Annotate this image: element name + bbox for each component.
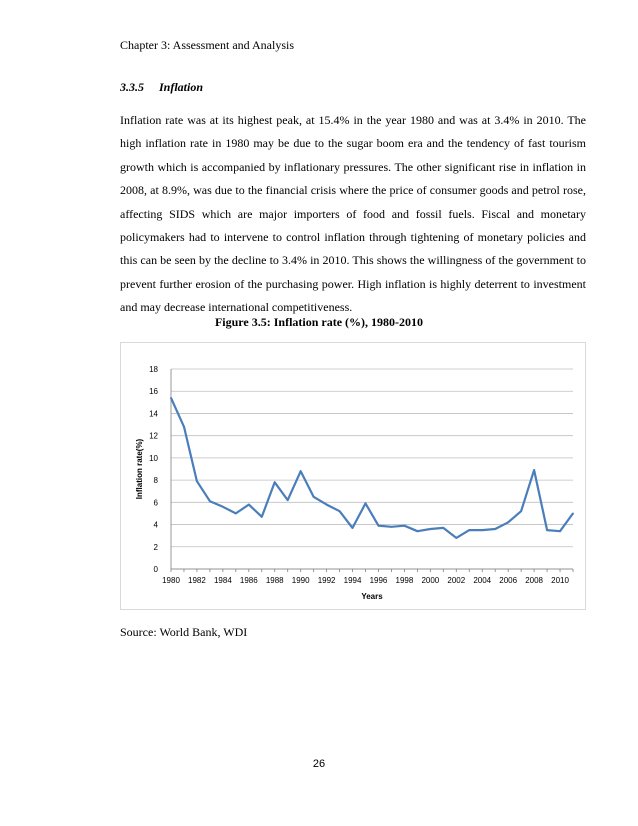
data-point (391, 526, 393, 528)
data-point (326, 504, 328, 506)
x-tick-label: 2006 (499, 576, 518, 585)
data-point (339, 510, 341, 512)
data-point (429, 528, 431, 530)
data-point (378, 525, 380, 527)
x-tick-label: 1994 (343, 576, 362, 585)
data-point (274, 481, 276, 483)
y-tick-label: 14 (149, 409, 158, 419)
data-point (404, 525, 406, 527)
section-heading (120, 80, 203, 95)
data-point (455, 537, 457, 539)
data-point (572, 513, 574, 515)
data-point (313, 496, 315, 498)
data-point (300, 470, 302, 472)
y-axis-title: Inflation rate(%) (135, 438, 144, 500)
body-paragraph: Inflation rate was at its highest peak, at 15.4% in the year 1980 and was at 3.4% in 2010. The high inflation rate in 1980 may be due to the sugar boom era and the tendency of fast tourism growth which is accompanied by inflationary pressures. The other significant rise in inflation in 2008, at 8.9%, was due to the financial crisis where the price of consumer goods and petrol rose, affecting SIDS which are major importers of food and fossil fuels. Fiscal and monetary policymakers had to intervene to control inflation through tightening of monetary policies and this can be seen by the decline to 3.4% in 2010. This shows the willingness of the government to prevent further erosion of the purchasing power. High inflation is highly deterrent to investment and may decrease international competitiveness. (120, 113, 586, 315)
data-point (468, 529, 470, 531)
x-tick-label: 1986 (239, 576, 258, 585)
x-tick-label: 1984 (213, 576, 232, 585)
data-point (170, 397, 172, 399)
data-point (248, 504, 250, 506)
x-tick-label: 2008 (525, 576, 543, 585)
figure-caption: Figure 3.5: Inflation rate (%), 1980-2010 (214, 315, 424, 329)
section-number: 3.3.5 (120, 80, 144, 94)
data-point (533, 469, 535, 471)
data-point (442, 527, 444, 529)
x-tick-label: 1982 (188, 576, 206, 585)
x-tick-label: 1990 (291, 576, 310, 585)
x-tick-label: 1998 (395, 576, 414, 585)
page-number: 26 (312, 758, 326, 770)
chart-svg (121, 343, 585, 609)
y-tick-label: 0 (153, 565, 158, 574)
x-tick-label: 1996 (369, 576, 388, 585)
data-point (235, 513, 237, 515)
data-point (209, 500, 211, 502)
x-axis-title: Years (361, 592, 383, 601)
x-tick-label: 2000 (421, 576, 440, 585)
x-tick-label: 2002 (447, 576, 466, 585)
data-point (365, 503, 367, 505)
data-point (196, 480, 198, 482)
data-point (494, 528, 496, 530)
data-point (546, 529, 548, 531)
chapter-header: Chapter 3: Assessment and Analysis (120, 38, 294, 52)
inflation-chart (120, 342, 586, 610)
data-point (222, 506, 224, 508)
data-point (261, 516, 263, 518)
y-tick-label: 2 (153, 542, 158, 552)
y-tick-label: 16 (149, 387, 158, 397)
data-point (416, 530, 418, 532)
section-title: Inflation (159, 80, 204, 94)
figure-source: Source: World Bank, WDI (120, 625, 248, 639)
data-point (559, 530, 561, 532)
x-tick-label: 2010 (551, 576, 569, 585)
x-tick-label: 1992 (317, 576, 336, 585)
y-tick-label: 18 (149, 365, 158, 374)
y-tick-label: 10 (149, 453, 158, 463)
data-point (520, 510, 522, 512)
x-tick-label: 2004 (473, 576, 492, 585)
data-point (352, 527, 354, 529)
y-tick-label: 4 (153, 520, 158, 530)
series-line-inflation (171, 398, 573, 538)
data-point (287, 499, 289, 501)
x-tick-label: 1988 (265, 576, 284, 585)
x-tick-label: 1980 (162, 576, 180, 585)
y-tick-label: 12 (149, 431, 158, 441)
y-tick-label: 6 (153, 498, 158, 508)
data-point (183, 426, 185, 428)
y-tick-label: 8 (153, 476, 158, 486)
data-point (507, 521, 509, 523)
data-point (481, 529, 483, 531)
